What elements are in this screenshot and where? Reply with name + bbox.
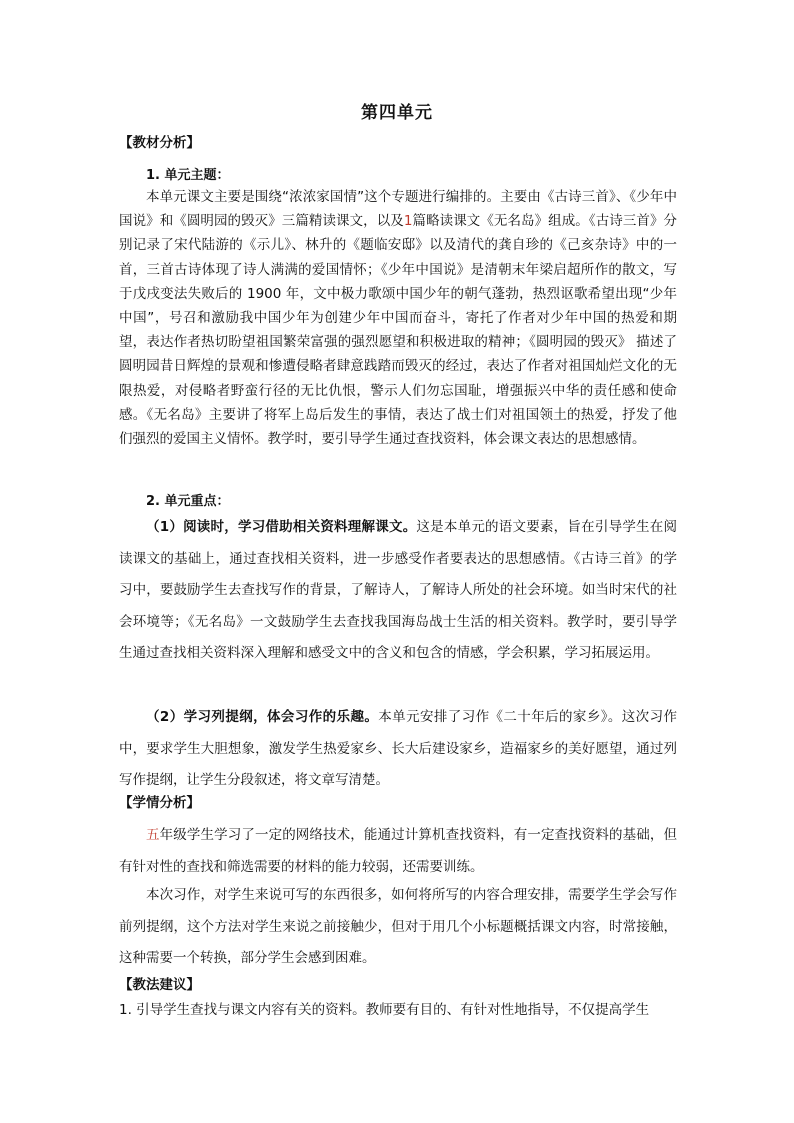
focus-2-text: 本单元安排了习作《二十年后的家乡》。这次习作中，要求学生大胆想象，激发学生热爱家乡、长大后建设家乡，造福家乡的美好愿望，通过列写作提纲，让学生分段叙述，将文章写清楚。 — [119, 709, 677, 788]
theme-text-a: 本单元课文主要是围绕“浓浓家国情”这个专题进行编排的。主要由《古诗三首》、《少年中国说》和《圆明园的毁灭》三篇精读课文，以及 — [119, 189, 677, 230]
students-text-2: 本次习作，对学生来说可写的东西很多，如何将所写的内容合理安排，需要学生学会写作前列提纲，这个方法对学生来说之前接触少，但对于用几个小标题概括课文内容，时常接触，这种需要一个转换，部分学生会感到困难。 — [119, 887, 677, 966]
section-heading-students: 【学情分析】 — [119, 795, 200, 811]
subheading-theme: 1. 单元主题： — [146, 168, 230, 183]
focus-2-bold: （2）学习列提纲，体会习作的乐趣。 — [146, 709, 379, 725]
students-text-1: 年级学生学习了一定的网络技术，能通过计算机查找资料，有一定查找资料的基础，但有针对性的查找和筛选需要的材料的能力较弱，还需要训练。 — [119, 827, 678, 875]
focus-1-text: 这是本单元的语文要素，旨在引导学生在阅读课文的基础上，通过查找相关资料，进一步感受作者要表达的思想感情。《古诗三首》的学习中，要鼓励学生去查找写作的背景，了解诗人，了解诗人所处的社会环境。如当时宋代的社会环境等；《无名岛》一文鼓励学生去查找我国海岛战士生活的相关资料。教学时，要引导学生通过查找相关资料深入理解和感受文中的含义和包含的情感，学会积累，学习拓展运用。 — [119, 519, 677, 661]
theme-text-b: 篇略读课文《无名岛》组成。《古诗三首》分别记录了宋代陆游的《示儿》、林升的《题临安邸》以及清代的龚自珍的《己亥杂诗》中的一首，三首古诗体现了诗人满满的爱国情怀；《少年中国说》是清朝末年梁启超所作的散文，写于戊戌变法失败后的 1900 年，文中极力歌颂中国少年的朝气蓬勃，热烈讴歌希望出现“少年中国”，号召和激励我中国少年为创建少年中国而奋斗，寄托了作者对少年中国的热爱和期望，表达作者热切盼望祖国繁荣富强的强烈愿望和积极进取的精神；《圆明园的毁灭》 描述了圆明园昔日辉煌的景观和惨遭侵略者肆意践踏而毁灭的经过，表达了作者对祖国灿烂文化的无限热爱，对侵略者野蛮行径的无比仇恨，警示人们勿忘国耻，增强振兴中华的责任感和使命感。《无名岛》主要讲了将军上岛后发生的事情，表达了战士们对祖国领土的热爱，抒发了他们强烈的爱国主义情怀。教学时，要引导学生通过查找资料，体会课文表达的思想感情。 — [119, 213, 678, 448]
paragraph-students-2 — [119, 880, 677, 975]
section-heading-methods: 【教法建议】 — [119, 977, 200, 993]
section-heading-analysis: 【教材分析】 — [119, 135, 200, 151]
page-title: 第四单元 — [361, 103, 433, 123]
paragraph-theme — [119, 185, 677, 451]
paragraph-focus-2 — [119, 702, 677, 797]
theme-text-red: 1 — [403, 213, 413, 230]
paragraph-methods-1: 1. 引导学生查找与课文内容有关的资料。教师要有目的、有针对性地指导，不仅提高学生 — [119, 1002, 650, 1018]
focus-1-bold: （1）阅读时，学习借助相关资料理解课文。 — [146, 519, 417, 535]
paragraph-focus-1 — [119, 512, 677, 670]
subheading-focus: 2. 单元重点： — [146, 494, 230, 509]
paragraph-students-1 — [119, 820, 677, 883]
students-red: 五 — [146, 827, 160, 843]
